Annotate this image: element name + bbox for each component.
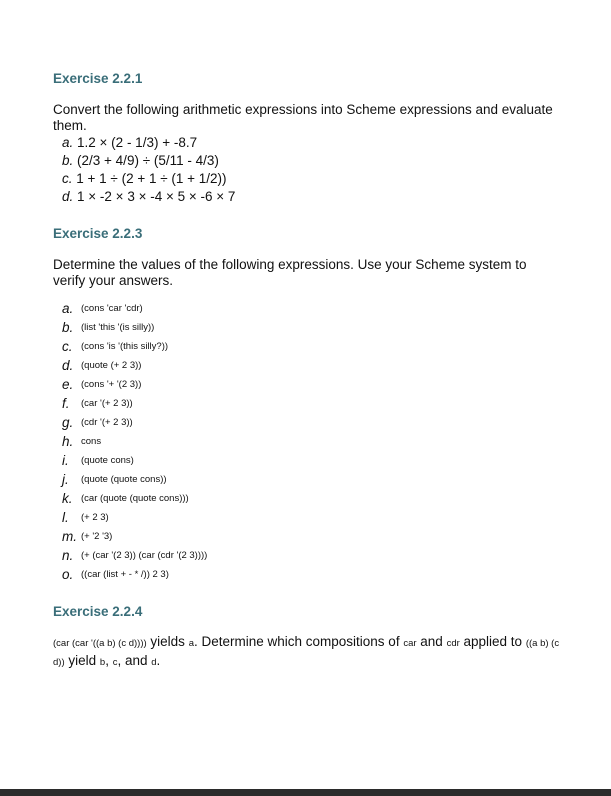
exercise-2-2-1-list bbox=[62, 134, 235, 206]
list-item: c. 1 + 1 ÷ (2 + 1 ÷ (1 + 1/2)) bbox=[62, 171, 227, 186]
list-item: d. 1 × -2 × 3 × -4 × 5 × -6 × 7 bbox=[62, 189, 236, 204]
list-item: i. (quote cons) bbox=[62, 453, 134, 468]
list-item: b. (list 'this '(is silly)) bbox=[62, 320, 155, 335]
list-item: m. (+ '2 '3) bbox=[62, 529, 113, 544]
list-item: h. cons bbox=[62, 434, 102, 449]
list-item: j. (quote (quote cons)) bbox=[62, 472, 167, 487]
list-item: n. (+ (car '(2 3)) (car (cdr '(2 3)))) bbox=[62, 548, 208, 563]
list-item: d. (quote (+ 2 3)) bbox=[62, 358, 142, 373]
exercise-2-2-4-prompt: (car (car '((a b) (c d)))) yields a. Determine which compositions of car and cdr applied to ((a b) (c d)) yield b, c, and d. bbox=[53, 634, 560, 668]
list-item: o. ((car (list + - * /)) 2 3) bbox=[62, 567, 169, 582]
list-item: g. (cdr '(+ 2 3)) bbox=[62, 415, 133, 430]
list-item: c. (cons 'is '(this silly?)) bbox=[62, 339, 169, 354]
exercise-2-2-3-prompt: Determine the values of the following expressions. Use your Scheme system to verify your answers. bbox=[53, 257, 527, 288]
list-item: a. (cons 'car 'cdr) bbox=[62, 301, 143, 316]
exercise-2-2-3-heading: Exercise 2.2.3 bbox=[53, 226, 143, 241]
exercise-2-2-1-heading: Exercise 2.2.1 bbox=[53, 71, 143, 86]
list-item: a. 1.2 × (2 - 1/3) + -8.7 bbox=[62, 135, 198, 150]
list-item: k. (car (quote (quote cons))) bbox=[62, 491, 189, 506]
bottom-bar bbox=[0, 789, 611, 796]
list-item: f. (car '(+ 2 3)) bbox=[62, 396, 133, 411]
list-item: l. (+ 2 3) bbox=[62, 510, 109, 525]
list-item: e. (cons '+ '(2 3)) bbox=[62, 377, 142, 392]
exercise-2-2-4-heading: Exercise 2.2.4 bbox=[53, 604, 143, 619]
exercise-2-2-1-prompt: Convert the following arithmetic expressions into Scheme expressions and evaluate them. bbox=[53, 102, 553, 133]
exercise-2-2-3-list bbox=[62, 299, 207, 584]
list-item: b. (2/3 + 4/9) ÷ (5/11 - 4/3) bbox=[62, 153, 219, 168]
